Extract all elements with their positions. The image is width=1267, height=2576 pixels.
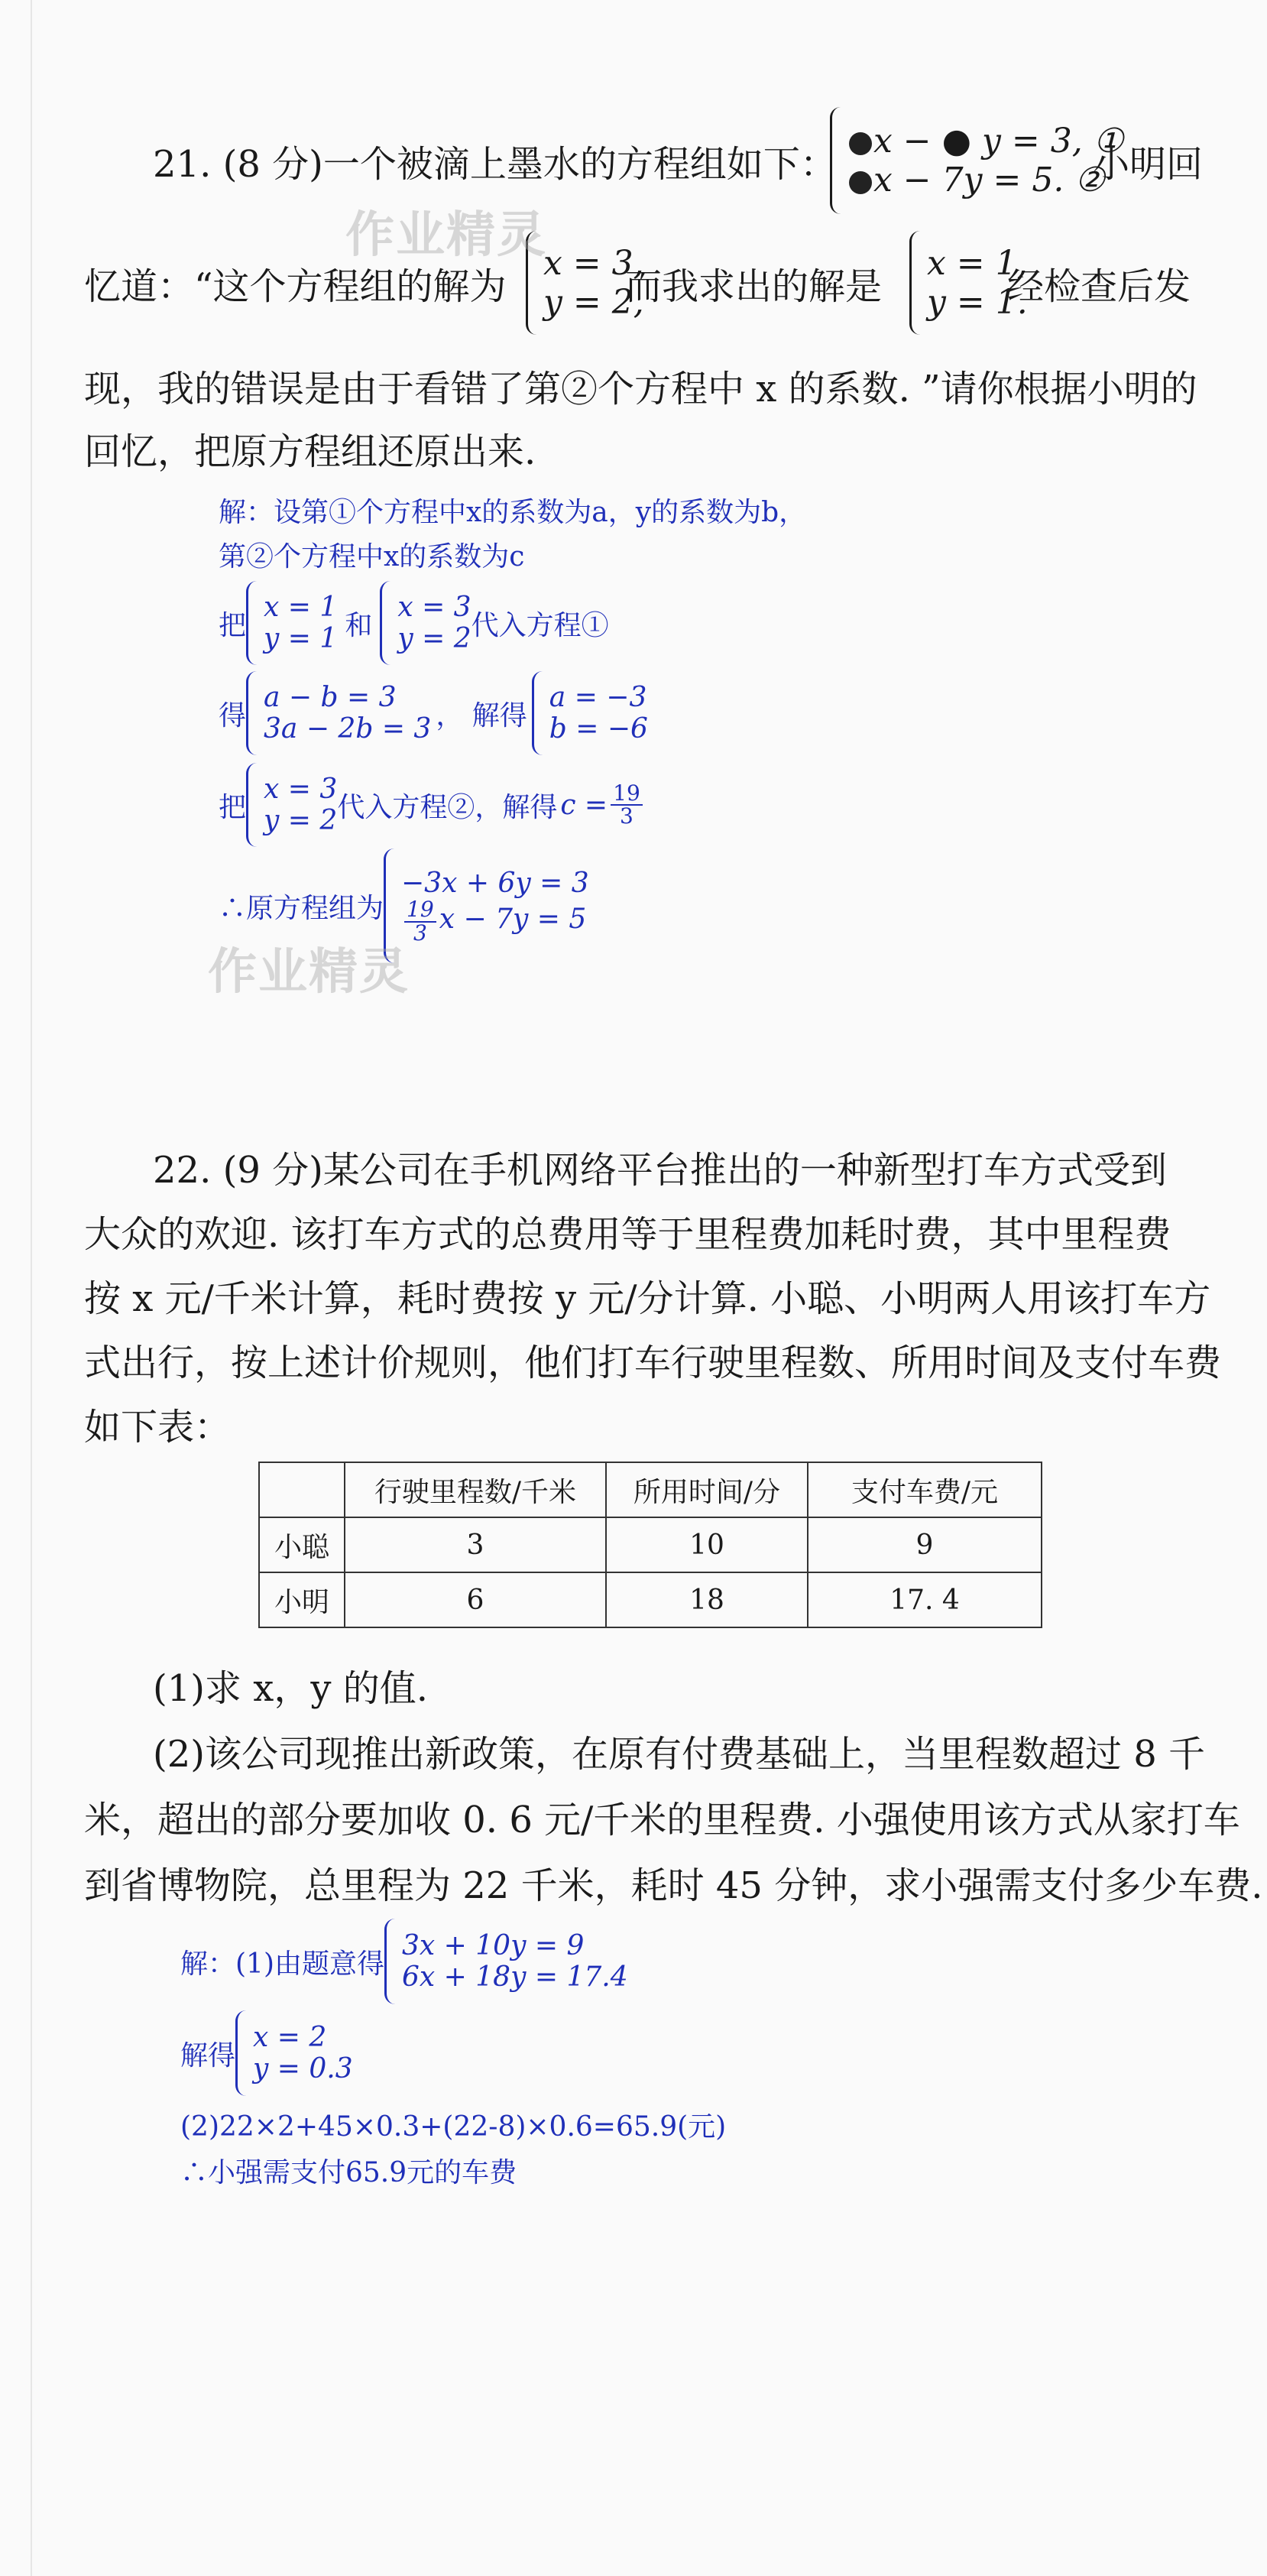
ink-blot-icon (849, 171, 872, 194)
sol21-step5: 把 x = 3 y = 2 代入方程②，解得 c = $\frac{19}{3}$ (219, 763, 646, 847)
brace-icon (246, 763, 259, 847)
ink-blot-icon (849, 132, 872, 155)
q22-part1: (1)求 x，y 的值. (153, 1667, 428, 1710)
q21-line1: 21. (8 分)一个被滴上墨水的方程组如下： (153, 143, 837, 186)
q21-line1-end: 小明回 (1093, 143, 1204, 186)
sol21-step6: ∴原方程组为 −3x + 6y = 3 $\frac{19}{3}$ x − 7y = 5 (219, 848, 589, 963)
sol22-step4: ∴小强需支付65.9元的车费 (180, 2157, 517, 2188)
q22-line5: 如下表： (84, 1406, 232, 1449)
brace-icon (830, 107, 843, 214)
q21-line2-mid: 而我求出的解是 (625, 265, 883, 308)
table-row: 小聪 3 10 9 (259, 1517, 1042, 1572)
sol21-line1: 解：设第①个方程中x的系数为a，y的系数为b， (219, 497, 807, 528)
q21-eq2: x − 7y = 5. ② (847, 161, 1123, 200)
q22-part2-line2: 米，超出的部分要加收 0. 6 元/千米的里程费. 小强使用该方式从家打车 (84, 1799, 1240, 1841)
q21-line2-end: 经检查后发 (1007, 265, 1191, 308)
sol21-line2: 第②个方程中x的系数为c (219, 541, 525, 573)
sol22-step2: 解得 x = 2 y = 0.3 (180, 2010, 353, 2096)
brace-icon (384, 1919, 397, 2004)
q21-wrong-solution: x = 1, y = 1. (909, 231, 1028, 335)
q22-line4: 式出行，按上述计价规则，他们打车行驶里程数、所用时间及支付车费 (84, 1342, 1222, 1384)
q22-line3: 按 x 元/千米计算，耗时费按 y 元/分计算. 小聪、小明两人用该打车方 (84, 1277, 1211, 1320)
q21-line4: 回忆，把原方程组还原出来. (84, 430, 536, 473)
q22-line1: 22. (9 分)某公司在手机网络平台推出的一种新型打车方式受到 (153, 1149, 1167, 1192)
watermark: 作业精灵 (345, 207, 547, 264)
fraction: $\frac{19}{3}$ (611, 783, 643, 827)
q22-part2-line3: 到省博物院，总里程为 22 千米，耗时 45 分钟，求小强需支付多少车费. (84, 1864, 1263, 1907)
sol21-step3: 把 x = 1 y = 1 和 x = 3 y = 2 代入方程① (219, 581, 609, 665)
q22-part2-line1: (2)该公司现推出新政策，在原有付费基础上，当里程数超过 8 千 (153, 1733, 1206, 1776)
brace-icon (246, 581, 259, 665)
fare-table (258, 1462, 1042, 1628)
sol22-step3: (2)22×2+45×0.3+(22-8)×0.6=65.9(元) (180, 2111, 727, 2143)
q21-correct-solution: x = 3, y = 2, (526, 231, 644, 335)
q21-eq1: x − ● y = 3, ① (847, 122, 1123, 161)
watermark: 作业精灵 (208, 944, 410, 1001)
page-edge-line (31, 0, 32, 2576)
q21-line2-pre: 忆道：“这个方程组的解为 (84, 265, 507, 308)
table-header-row: 行驶里程数/千米 所用时间/分 支付车费/元 (259, 1462, 1042, 1517)
q22-line2: 大众的欢迎. 该打车方式的总费用等于里程费加耗时费，其中里程费 (84, 1213, 1171, 1256)
brace-icon (909, 231, 922, 335)
brace-icon (532, 671, 545, 755)
brace-icon (246, 671, 259, 755)
fraction: $\frac{19}{3}$ (404, 899, 436, 943)
q21-ink-system (830, 107, 1123, 214)
brace-icon (235, 2010, 248, 2096)
sol21-step4: 得 a − b = 3 3a − 2b = 3 ， 解得 a = −3 b = −6 (219, 671, 648, 755)
q21-line3: 现，我的错误是由于看错了第②个方程中 x 的系数. ”请你根据小明的 (84, 368, 1197, 410)
table-row: 小明 6 18 17. 4 (259, 1572, 1042, 1627)
brace-icon (380, 581, 393, 665)
sol22-step1: 解：(1)由题意得 3x + 10y = 9 6x + 18y = 17.4 (180, 1919, 628, 2004)
